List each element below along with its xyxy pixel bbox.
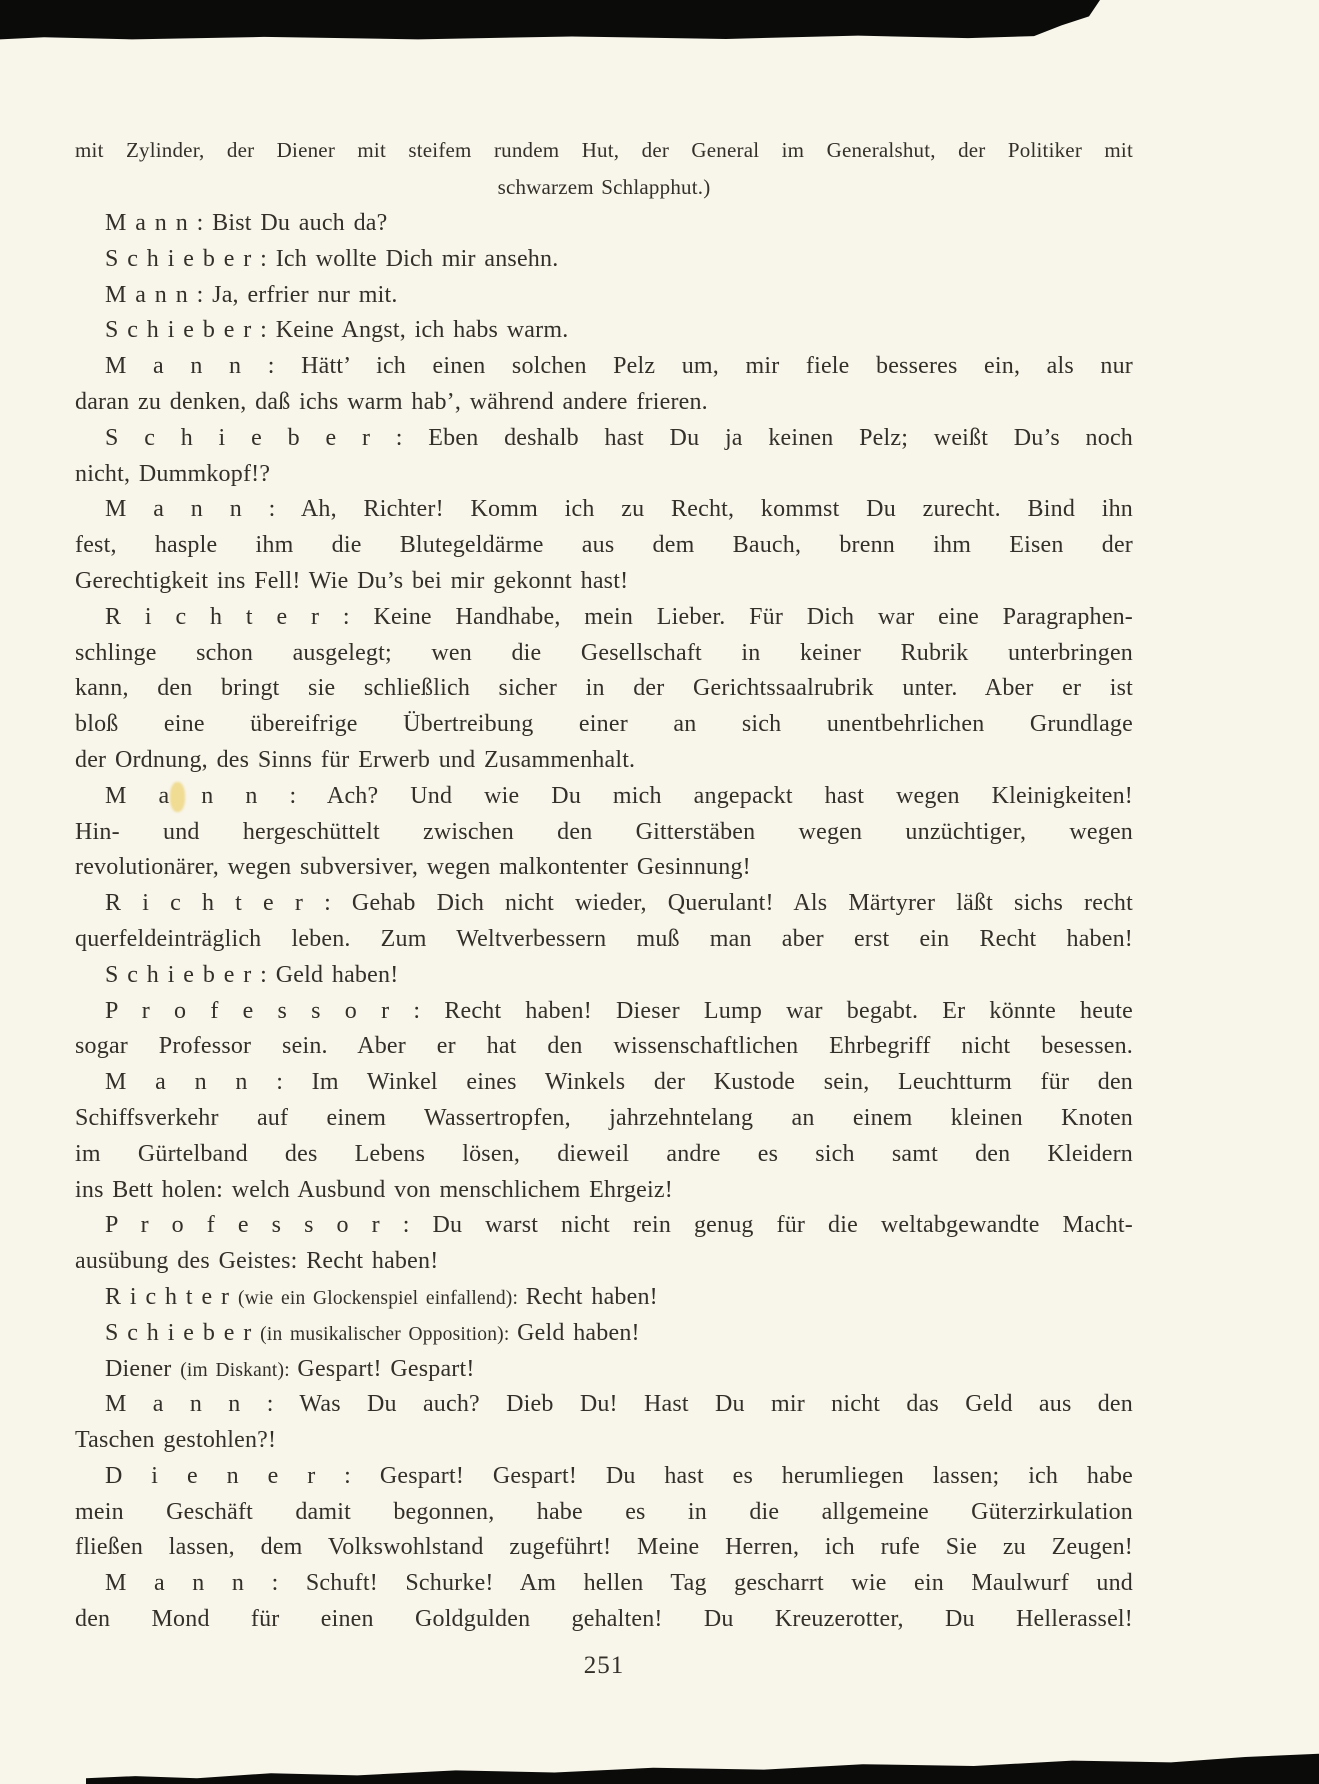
dialogue-schieber — [75, 313, 1133, 349]
page-number: 251 — [583, 1652, 625, 1679]
text-segment: Geld haben! — [517, 1319, 640, 1346]
dialogue-mann — [75, 206, 1133, 242]
text-segment: Hin- und hergeschüttelt zwischen den Gitterstäben wegen unzüchtiger, wegen — [75, 818, 1133, 845]
stage-direction-line — [75, 132, 1133, 169]
text-segment: D i e n e r : Gespart! Gespart! Du hast es herumliegen lassen; ich habe — [105, 1462, 1133, 1489]
text-segment: R i c h t e r — [105, 1283, 238, 1310]
dialogue-mann — [75, 492, 1133, 528]
dialogue-diener — [75, 1352, 1133, 1388]
dialogue-mann — [75, 1387, 1133, 1423]
dialogue-continuation — [75, 671, 1133, 707]
text-segment: Schiffsverkehr auf einem Wassertropfen, jahrzehntelang an einem kleinen Knoten — [75, 1104, 1133, 1131]
text-segment: ins Bett holen: welch Ausbund von menschlichem Ehrgeiz! — [75, 1176, 673, 1203]
dialogue-continuation — [75, 1244, 1133, 1280]
dialogue-continuation — [75, 564, 1133, 600]
dialogue-continuation — [75, 743, 1133, 779]
dialogue-continuation — [75, 815, 1133, 851]
text-segment: der Ordnung, des Sinns für Erwerb und Zusammenhalt. — [75, 746, 636, 773]
dialogue-schieber — [75, 421, 1133, 457]
text-segment: kann, den bringt sie schließlich sicher in der Gerichtssaalrubrik unter. Aber er ist — [75, 675, 1133, 702]
dialogue-mann — [75, 1065, 1133, 1101]
dialogue-continuation — [75, 385, 1133, 421]
text-segment: R i c h t e r : Keine Handhabe, mein Lieber. Für Dich war eine Paragraphen- — [105, 603, 1133, 630]
dialogue-schieber — [75, 958, 1133, 994]
text-segment: S c h i e b e r : Keine Angst, ich habs warm. — [105, 317, 569, 344]
text-segment: Diener — [105, 1355, 181, 1382]
text-segment: P r o f e s s o r : Du warst nicht rein genug für die weltabgewandte Macht- — [105, 1212, 1133, 1239]
text-segment: schlinge schon ausgelegt; wen die Gesellschaft in keiner Rubrik unterbringen — [75, 639, 1133, 666]
text-segment: M a n n : Hätt’ ich einen solchen Pelz um, mir fiele besseres ein, als nur — [105, 353, 1133, 380]
dialogue-continuation — [75, 457, 1133, 493]
text-segment: Taschen gestohlen?! — [75, 1427, 277, 1454]
text-segment: P r o f e s s o r : Recht haben! Dieser Lump war begabt. Er könnte heute — [105, 997, 1133, 1024]
text-segment: revolutionärer, wegen subversiver, wegen malkontenter Gesinnung! — [75, 854, 751, 881]
text-segment: daran zu denken, daß ichs warm hab’, während andere frieren. — [75, 388, 708, 415]
text-segment: M a n n : Ah, Richter! Komm ich zu Recht, kommst Du zurecht. Bind ihn — [105, 496, 1133, 523]
dialogue-continuation — [75, 636, 1133, 672]
scan-artifact-top — [0, 0, 1100, 41]
text-block — [75, 132, 1133, 1638]
dialogue-continuation — [75, 707, 1133, 743]
text-segment: (in musikalischer Opposition): — [260, 1323, 518, 1345]
dialogue-diener — [75, 1459, 1133, 1495]
dialogue-continuation — [75, 1137, 1133, 1173]
text-segment: R i c h t e r : Gehab Dich nicht wieder, Querulant! Als Märtyrer läßt sichs recht — [105, 890, 1133, 917]
dialogue-continuation — [75, 1530, 1133, 1566]
dialogue-continuation — [75, 1423, 1133, 1459]
text-segment: Recht haben! — [525, 1283, 658, 1310]
text-segment: im Gürtelband des Lebens lösen, dieweil andre es sich samt den Kleidern — [75, 1140, 1133, 1167]
dialogue-mann — [75, 278, 1133, 314]
text-segment: S c h i e b e r : Geld haben! — [105, 961, 399, 988]
dialogue-richter — [75, 600, 1133, 636]
text-segment: nicht, Dummkopf!? — [75, 460, 271, 487]
text-segment: ausübung des Geistes: Recht haben! — [75, 1248, 439, 1275]
dialogue-continuation — [75, 1173, 1133, 1209]
text-segment: sogar Professor sein. Aber er hat den wissenschaftlichen Ehrbegriff nicht besessen. — [75, 1033, 1133, 1060]
text-segment: fließen lassen, dem Volkswohlstand zugeführt! Meine Herren, ich rufe Sie zu Zeugen! — [75, 1534, 1133, 1561]
text-segment: bloß eine übereifrige Übertreibung einer an sich unentbehrlichen Grundlage — [75, 711, 1133, 738]
text-segment: M a n n : Schuft! Schurke! Am hellen Tag gescharrt wie ein Maulwurf und — [105, 1570, 1133, 1597]
text-segment: mit Zylinder, der Diener mit steifem rundem Hut, der General im Generalshut, der Politiker mit — [75, 138, 1133, 162]
text-segment: querfeldeinträglich leben. Zum Weltverbessern muß man aber erst ein Recht haben! — [75, 925, 1133, 952]
dialogue-continuation — [75, 922, 1133, 958]
text-segment: M a n n : Bist Du auch da? — [105, 210, 388, 236]
dialogue-continuation — [75, 1495, 1133, 1531]
scan-artifact-bottom — [86, 1748, 1319, 1784]
text-segment: S c h i e b e r — [105, 1319, 261, 1346]
dialogue-schieber — [75, 1316, 1133, 1352]
text-segment: fest, hasple ihm die Blutegeldärme aus dem Bauch, brenn ihm Eisen der — [75, 532, 1133, 559]
dialogue-mann — [75, 1566, 1133, 1602]
text-segment: mein Geschäft damit begonnen, habe es in die allgemeine Güterzirkulation — [75, 1498, 1133, 1525]
dialogue-mann — [75, 349, 1133, 385]
text-segment: S c h i e b e r : Eben deshalb hast Du ja keinen Pelz; weißt Du’s noch — [105, 424, 1133, 451]
text-segment: Gespart! Gespart! — [297, 1355, 475, 1382]
dialogue-continuation — [75, 1602, 1133, 1638]
dialogue-schieber — [75, 242, 1133, 278]
dialogue-continuation — [75, 528, 1133, 564]
dialogue-continuation — [75, 1101, 1133, 1137]
text-segment: M a n n : Ach? Und wie Du mich angepackt hast wegen Kleinigkeiten! — [105, 782, 1133, 809]
text-segment: den Mond für einen Goldgulden gehalten! Du Kreuzerotter, Du Hellerassel! — [75, 1606, 1133, 1633]
stage-direction-line — [75, 169, 1133, 206]
text-segment: M a n n : Im Winkel eines Winkels der Kustode sein, Leuchtturm für den — [105, 1069, 1133, 1096]
text-segment: schwarzem Schlapphut.) — [497, 175, 711, 199]
text-segment: (im Diskant): — [180, 1359, 298, 1381]
text-segment: Gerechtigkeit ins Fell! Wie Du’s bei mir gekonnt hast! — [75, 567, 629, 594]
dialogue-richter — [75, 886, 1133, 922]
text-segment: M a n n : Was Du auch? Dieb Du! Hast Du mir nicht das Geld aus den — [105, 1391, 1133, 1418]
dialogue-mann — [75, 779, 1133, 815]
dialogue-richter — [75, 1280, 1133, 1316]
dialogue-professor — [75, 1208, 1133, 1244]
dialogue-professor — [75, 994, 1133, 1030]
dialogue-continuation — [75, 850, 1133, 886]
text-segment: S c h i e b e r : Ich wollte Dich mir ansehn. — [105, 245, 559, 272]
text-segment: (wie ein Glockenspiel einfallend): — [237, 1287, 526, 1309]
dialogue-continuation — [75, 1029, 1133, 1065]
text-segment: M a n n : Ja, erfrier nur mit. — [105, 281, 398, 308]
